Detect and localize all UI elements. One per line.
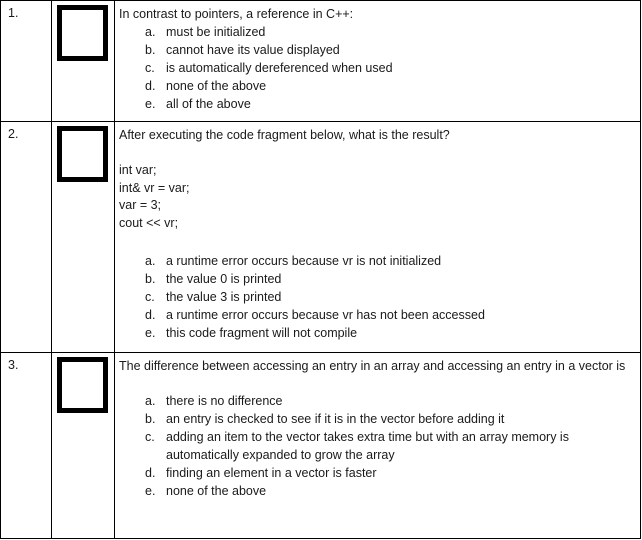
option-text: adding an item to the vector takes extra time but with an array memory is automatically expanded to grow the array [166, 430, 569, 462]
option-c[interactable] [145, 428, 634, 464]
option-letter: e. [145, 484, 156, 498]
option-text: all of the above [166, 97, 251, 111]
option-a[interactable] [145, 23, 634, 41]
option-text: cannot have its value displayed [166, 43, 340, 57]
option-e[interactable] [145, 324, 634, 342]
option-a[interactable] [145, 252, 634, 270]
option-list [119, 392, 634, 500]
option-text: this code fragment will not compile [166, 326, 358, 340]
question-stem: After executing the code fragment below, what is the result? [119, 128, 450, 142]
question-number-cell [1, 353, 52, 539]
option-text: none of the above [166, 484, 267, 498]
option-d[interactable] [145, 306, 634, 324]
answer-box-3[interactable] [57, 357, 108, 413]
question-row-1 [1, 1, 641, 122]
answer-box-2[interactable] [57, 126, 108, 182]
option-b[interactable] [145, 410, 634, 428]
code-line: int var; [119, 163, 157, 177]
question-cell [115, 353, 641, 539]
option-letter: b. [145, 43, 156, 57]
option-text: finding an element in a vector is faster [166, 466, 377, 480]
code-line: var = 3; [119, 198, 162, 212]
question-stem: The difference between accessing an entry in an array and accessing an entry in a vector is [119, 359, 626, 373]
option-letter: b. [145, 272, 156, 286]
option-text: is automatically dereferenced when used [166, 61, 393, 75]
option-letter: c. [145, 290, 155, 304]
option-text: a runtime error occurs because vr is not initialized [166, 254, 442, 268]
option-letter: d. [145, 308, 156, 322]
option-letter: e. [145, 326, 156, 340]
question-row-2 [1, 122, 641, 353]
option-text: an entry is checked to see if it is in the vector before adding it [166, 412, 505, 426]
question-number: 2. [8, 127, 19, 141]
answer-box-cell [52, 353, 115, 539]
option-letter: c. [145, 61, 155, 75]
answer-box-cell [52, 122, 115, 353]
option-d[interactable] [145, 77, 634, 95]
question-number-cell [1, 1, 52, 122]
option-letter: d. [145, 79, 156, 93]
option-e[interactable] [145, 95, 634, 113]
option-letter: c. [145, 430, 155, 444]
option-d[interactable] [145, 464, 634, 482]
question-number: 1. [8, 6, 19, 20]
code-line: int& vr = var; [119, 180, 190, 195]
option-list [119, 252, 634, 342]
option-c[interactable] [145, 288, 634, 306]
question-stem: In contrast to pointers, a reference in C++: [119, 7, 354, 21]
option-text: the value 0 is printed [166, 272, 282, 286]
option-a[interactable] [145, 392, 634, 410]
code-fragment [119, 162, 634, 232]
question-number-cell [1, 122, 52, 353]
option-b[interactable] [145, 41, 634, 59]
question-row-3 [1, 353, 641, 539]
option-letter: a. [145, 25, 156, 39]
question-number: 3. [8, 358, 19, 372]
option-text: a runtime error occurs because vr has not been accessed [166, 308, 485, 322]
question-cell [115, 122, 641, 353]
option-c[interactable] [145, 59, 634, 77]
option-letter: d. [145, 466, 156, 480]
option-letter: e. [145, 97, 156, 111]
option-text: there is no difference [166, 394, 283, 408]
option-text: the value 3 is printed [166, 290, 282, 304]
option-e[interactable] [145, 482, 634, 500]
option-text: none of the above [166, 79, 267, 93]
code-line: cout << vr; [119, 215, 179, 230]
question-cell [115, 1, 641, 122]
option-list [119, 23, 634, 113]
option-letter: a. [145, 394, 156, 408]
option-letter: b. [145, 412, 156, 426]
option-b[interactable] [145, 270, 634, 288]
option-text: must be initialized [166, 25, 266, 39]
answer-box-1[interactable] [57, 5, 108, 61]
answer-box-cell [52, 1, 115, 122]
option-letter: a. [145, 254, 156, 268]
